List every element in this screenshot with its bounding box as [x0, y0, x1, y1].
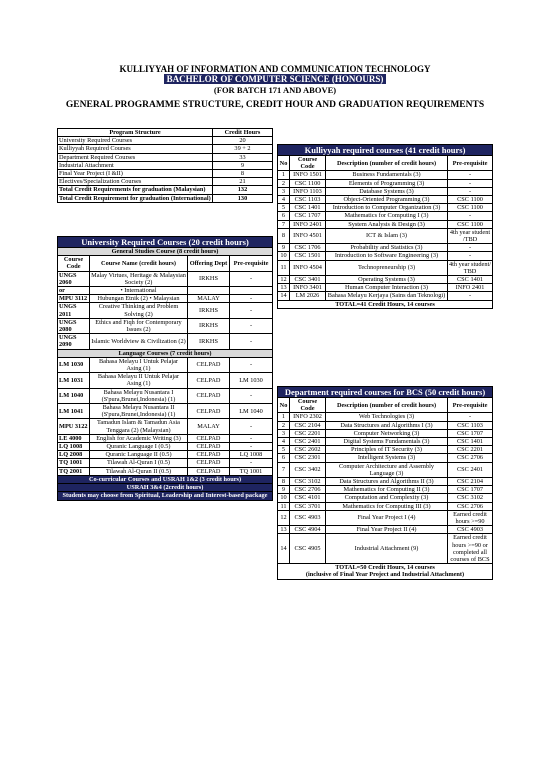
prerequisite-cell: - — [448, 212, 493, 220]
row-number-cell: 5 — [278, 446, 290, 454]
header-description: Description (number of credit hours) — [326, 398, 448, 413]
table-row — [278, 244, 493, 252]
table-row — [58, 434, 273, 442]
course-name-cell: • International — [90, 287, 188, 295]
table-row — [278, 171, 493, 179]
kulliyyah-courses-table — [277, 144, 493, 309]
table-row — [278, 494, 493, 502]
prerequisite-cell: LM 1040 — [230, 404, 273, 419]
cell: Department Required Courses — [58, 153, 213, 161]
table-row — [58, 303, 273, 318]
row-number-cell: 8 — [278, 478, 290, 486]
header-prerequisite: Pre-requisite — [448, 156, 493, 171]
header-program-structure: Program Structure — [58, 129, 213, 137]
header-course-code: Course Code — [290, 398, 326, 413]
university-courses-table — [57, 236, 273, 501]
doc-title-structure: GENERAL PROGRAMME STRUCTURE, CREDIT HOUR AND GRADUATION REQUIREMENTS — [65, 100, 485, 110]
prerequisite-cell: CSC 1401 — [448, 276, 493, 284]
prerequisite-cell: CSC 1707 — [448, 486, 493, 494]
prerequisite-cell: - — [230, 388, 273, 403]
course-name-cell: Bahasa Melayu Nusantara I (S'pura,Brunei,Indonesia) (1) — [90, 388, 188, 403]
table-row — [58, 287, 273, 295]
description-cell: Object-Oriented Programming (3) — [326, 196, 448, 204]
program-structure-table — [57, 128, 273, 203]
table-row — [58, 295, 273, 303]
description-cell: Computation and Complexity (3) — [326, 494, 448, 502]
table-row — [278, 478, 493, 486]
course-name-cell: Quranic Language II (0.5) — [90, 451, 188, 459]
course-code-cell: CSC 1501 — [290, 252, 326, 260]
language-title: Language Courses (7 credit hours) — [58, 349, 273, 357]
table-row — [58, 459, 273, 467]
prerequisite-cell: - — [448, 244, 493, 252]
prerequisite-cell: CSC 1401 — [448, 438, 493, 446]
prerequisite-cell: LQ 1008 — [230, 451, 273, 459]
course-code-cell: UNGS 2080 — [58, 318, 90, 333]
row-number-cell: 2 — [278, 421, 290, 429]
prerequisite-cell: - — [230, 443, 273, 451]
department-total — [278, 564, 493, 579]
course-name-cell: Bahasa Melayu II Untuk Pelajar Asing (1) — [90, 373, 188, 388]
cell: 8 — [213, 170, 273, 178]
table-row — [278, 220, 493, 228]
course-code-cell: CSC 3102 — [290, 478, 326, 486]
table-row — [278, 187, 493, 195]
header-description: Description (number of credit hours) — [326, 156, 448, 171]
course-code-cell: LM 2026 — [290, 292, 326, 300]
prerequisite-cell: TQ 1001 — [230, 467, 273, 475]
description-cell: Elements of Programming (3) — [326, 179, 448, 187]
table-row — [58, 443, 273, 451]
table-row — [278, 276, 493, 284]
prerequisite-cell: - — [230, 419, 273, 434]
course-code-cell: INFO 3401 — [290, 284, 326, 292]
course-code-cell: TQ 2001 — [58, 467, 90, 475]
course-name-cell: Tilawah Al-Quran I (0.5) — [90, 459, 188, 467]
row-number-cell: 11 — [278, 260, 290, 275]
course-code-cell: CSC 3402 — [290, 462, 326, 477]
row-number-cell: 14 — [278, 534, 290, 564]
course-code-cell: CSC 1401 — [290, 204, 326, 212]
department-courses-table — [277, 386, 493, 580]
cell: University Required Courses — [58, 137, 213, 145]
course-code-cell: UNGS 2090 — [58, 334, 90, 349]
row-number-cell: 1 — [278, 171, 290, 179]
course-code-cell: CSC 2104 — [290, 421, 326, 429]
university-title: University Required Courses (20 credit hours) — [58, 237, 273, 248]
usrah-title: USRAH 3&4 (2credit hours) — [58, 484, 273, 492]
prerequisite-cell: CSC 2706 — [448, 502, 493, 510]
table-row — [278, 526, 493, 534]
cell: 21 — [213, 178, 273, 186]
prerequisite-cell: - — [448, 187, 493, 195]
prerequisite-cell: CSC 1100 — [448, 196, 493, 204]
course-name-cell: English for Academic Writing (3) — [90, 434, 188, 442]
programme-band: BACHELOR OF COMPUTER SCIENCE (HONOURS) — [164, 74, 387, 84]
description-cell: Intelligent Systems (3) — [326, 454, 448, 462]
table-row — [58, 419, 273, 434]
course-name-cell: Hubungan Etnik (2) • Malaysian — [90, 295, 188, 303]
language-rows — [58, 357, 273, 475]
course-code-cell: MPU 3112 — [58, 295, 90, 303]
table-row — [278, 486, 493, 494]
table-row — [58, 451, 273, 459]
course-name-cell: Bahasa Melayu I Untuk Pelajar Asing (1) — [90, 357, 188, 372]
table-row — [278, 204, 493, 212]
prerequisite-cell — [230, 287, 273, 295]
offering-dept-cell: IRKHS — [188, 271, 230, 286]
prerequisite-cell: 4th year student/ TBD — [449, 260, 492, 275]
description-cell: Mathematics for Computing II (3) — [326, 486, 448, 494]
department-header — [278, 398, 493, 413]
doc-title-programme — [0, 74, 550, 85]
prerequisite-cell: CSC 1103 — [448, 421, 493, 429]
prerequisite-cell: CSC 1100 — [448, 220, 493, 228]
table-row — [278, 212, 493, 220]
offering-dept-cell: CELPAD — [188, 404, 230, 419]
cell: 20 — [213, 137, 273, 145]
course-code-cell: CSC 4903 — [290, 510, 326, 525]
course-name-cell: Malay Virtues, Heritage & Malaysian Society (2) — [91, 271, 186, 286]
description-cell: Data Structures and Algorithms I (3) — [326, 421, 448, 429]
description-cell: Computer Architecture and Assembly Language (3) — [326, 462, 448, 477]
offering-dept-cell: IRKHS — [188, 303, 230, 318]
prerequisite-cell: CSC 4903 — [448, 526, 493, 534]
cell: Electives/Specialization Courses — [58, 178, 213, 186]
table-row — [58, 137, 273, 145]
total-malaysian-label: Total Credit Requirements for graduation (Malaysian) — [58, 186, 213, 194]
course-code-cell: INFO 1103 — [290, 187, 326, 195]
table-row — [58, 357, 273, 372]
row-number-cell: 9 — [278, 244, 290, 252]
course-code-cell: CSC 4904 — [290, 526, 326, 534]
course-code-cell: CSC 4101 — [290, 494, 326, 502]
table-row — [278, 429, 493, 437]
table-row — [278, 446, 493, 454]
course-code-cell: or — [58, 287, 90, 295]
table-row — [58, 178, 273, 186]
table-row — [58, 153, 273, 161]
cell: 33 — [213, 153, 273, 161]
row-number-cell: 12 — [278, 510, 290, 525]
prerequisite-cell: CSC 2401 — [448, 462, 493, 477]
kulliyyah-header — [278, 156, 493, 171]
prerequisite-cell: - — [448, 252, 493, 260]
row-number-cell: 14 — [278, 292, 290, 300]
cell: Industrial Attachment — [58, 161, 213, 169]
offering-dept-cell: CELPAD — [188, 459, 230, 467]
table-row — [58, 161, 273, 169]
cell: 9 — [213, 161, 273, 169]
course-code-cell: CSC 1100 — [290, 179, 326, 187]
prerequisite-cell: INFO 2401 — [448, 284, 493, 292]
general-studies-rows — [58, 271, 273, 349]
prerequisite-cell: - — [230, 318, 273, 333]
description-cell: Introduction to Computer Organization (3) — [326, 204, 448, 212]
description-cell: Technopreneurship (3) — [326, 260, 448, 275]
prerequisite-cell: CSC 2706 — [448, 454, 493, 462]
prerequisite-cell: - — [448, 413, 493, 421]
prerequisite-cell: - — [230, 271, 273, 286]
description-cell: Mathematics for Computing III (3) — [326, 502, 448, 510]
course-code-cell: CSC 2201 — [290, 429, 326, 437]
course-code-cell: UNGS 2060 — [58, 271, 90, 286]
table-row — [278, 252, 493, 260]
description-cell: Probability and Statistics (3) — [326, 244, 448, 252]
header-prerequisite: Pre-requisite — [448, 398, 493, 413]
description-cell: Computer Networking (3) — [326, 429, 448, 437]
prerequisite-cell: LM 1030 — [230, 373, 273, 388]
total-malaysian-value: 132 — [213, 186, 273, 194]
table-row — [278, 462, 493, 477]
course-code-cell: CSC 1706 — [290, 244, 326, 252]
row-number-cell: 12 — [278, 276, 290, 284]
course-name-cell: Quranic Language I (0.5) — [90, 443, 188, 451]
prerequisite-cell: CSC 2104 — [448, 478, 493, 486]
table-row — [58, 373, 273, 388]
offering-dept-cell: IRKHS — [188, 334, 230, 349]
table-row — [58, 271, 273, 286]
row-number-cell: 8 — [278, 228, 290, 243]
offering-dept-cell: MALAY — [188, 295, 230, 303]
row-number-cell: 6 — [278, 212, 290, 220]
description-cell: Database Systems (3) — [326, 187, 448, 195]
general-studies-title: General Studies Course (8 credit hours) — [58, 248, 273, 256]
offering-dept-cell: CELPAD — [188, 388, 230, 403]
header-prerequisite: Pre-requisite — [230, 256, 273, 271]
offering-dept-cell: CELPAD — [188, 434, 230, 442]
row-number-cell: 13 — [278, 284, 290, 292]
course-code-cell: MPU 3122 — [58, 419, 90, 434]
row-number-cell: 5 — [278, 204, 290, 212]
offering-dept-cell: CELPAD — [188, 451, 230, 459]
offering-dept-cell: CELPAD — [188, 357, 230, 372]
table-row — [278, 260, 493, 275]
row-number-cell: 3 — [278, 429, 290, 437]
header-credit-hours: Credit Hours — [213, 129, 273, 137]
course-code-cell: CSC 1707 — [290, 212, 326, 220]
offering-dept-cell: CELPAD — [188, 373, 230, 388]
cell: Final Year Project (I &II) — [58, 170, 213, 178]
kulliyyah-rows — [278, 171, 493, 300]
prerequisite-cell: - — [230, 334, 273, 349]
description-cell: Mathematics for Computing I (3) — [326, 212, 448, 220]
total-row — [58, 194, 273, 202]
prerequisite-cell: - — [230, 295, 273, 303]
total-international-label: Total Credit Requirement for graduation (International) — [59, 194, 211, 202]
course-code-cell: CSC 3401 — [290, 276, 326, 284]
description-cell: Principles of IT Security (3) — [326, 446, 448, 454]
course-code-cell: TQ 1001 — [58, 459, 90, 467]
cell: Kulliyyah Required Courses — [58, 145, 213, 153]
course-code-cell: UNGS 2011 — [58, 303, 90, 318]
description-cell: ICT & Islam (3) — [326, 228, 448, 243]
table-row — [278, 284, 493, 292]
description-cell: Operating Systems (3) — [326, 276, 448, 284]
total-international-value: 130 — [213, 194, 273, 202]
department-total-note: (inclusive of Final Year Project and Industrial Attachment) — [305, 571, 465, 579]
prerequisite-cell: 4th year student /TBD — [448, 228, 493, 243]
course-code-cell: LM 1030 — [58, 357, 90, 372]
table-row — [278, 196, 493, 204]
table-row — [278, 179, 493, 187]
course-code-cell: LM 1040 — [58, 388, 90, 403]
department-rows — [278, 413, 493, 564]
course-code-cell: LM 1031 — [58, 373, 90, 388]
table-row — [58, 404, 273, 419]
doc-title-batch: (FOR BATCH 171 AND ABOVE) — [213, 85, 337, 95]
course-name-cell: Tilawah Al-Quran II (0.5) — [90, 467, 188, 475]
row-number-cell: 6 — [278, 454, 290, 462]
course-code-cell: INFO 4504 — [290, 260, 326, 275]
table-row — [278, 228, 493, 243]
course-code-cell: INFO 2302 — [290, 413, 326, 421]
course-code-cell: LM 1041 — [58, 404, 90, 419]
table-row — [58, 467, 273, 475]
kulliyyah-title: Kulliyyah required courses (41 credit hours) — [278, 145, 493, 156]
row-number-cell: 13 — [278, 526, 290, 534]
row-number-cell: 3 — [278, 187, 290, 195]
offering-dept-cell: CELPAD — [188, 443, 230, 451]
department-title: Department required courses for BCS (50 credit hours) — [278, 387, 493, 398]
description-cell: Final Year Project I (4) — [326, 510, 448, 525]
table-row — [278, 438, 493, 446]
table-row — [58, 145, 273, 153]
prerequisite-cell: - — [230, 303, 273, 318]
description-cell: Human Computer Interaction (3) — [326, 284, 448, 292]
table-row — [278, 454, 493, 462]
table-row — [58, 318, 273, 333]
prerequisite-cell: CSC 2201 — [448, 446, 493, 454]
course-code-cell: CSC 2602 — [290, 446, 326, 454]
course-code-cell: INFO 2401 — [290, 220, 326, 228]
course-code-cell: CSC 3701 — [290, 502, 326, 510]
prerequisite-cell: Earned credit hours >=90 — [448, 510, 493, 525]
prerequisite-cell: - — [230, 434, 273, 442]
table-row — [278, 413, 493, 421]
table-row — [278, 292, 493, 300]
course-code-cell: CSC 1103 — [290, 196, 326, 204]
description-cell: System Analysis & Design (3) — [326, 220, 448, 228]
header-course-name: Course Name (credit hours) — [90, 256, 188, 271]
table-row — [58, 388, 273, 403]
row-number-cell: 10 — [278, 252, 290, 260]
header-course-code: Course Code — [58, 256, 90, 271]
university-header — [58, 256, 273, 271]
prerequisite-cell: - — [448, 292, 493, 300]
header-offering-dept: Offering Dept — [188, 256, 230, 271]
course-code-cell: CSC 2401 — [290, 438, 326, 446]
row-number-cell: 10 — [278, 494, 290, 502]
table-row — [278, 502, 493, 510]
course-code-cell: CSC 4905 — [290, 534, 326, 564]
course-name-cell: Bahasa Melayu Nusantara II (S'pura,Brunei,Indonesia) (1) — [90, 404, 188, 419]
row-number-cell: 4 — [278, 438, 290, 446]
doc-title-kulliyyah: KULLIYYAH OF INFORMATION AND COMMUNICATION TECHNOLOGY — [119, 64, 431, 74]
description-cell: Introduction to Software Engineering (3) — [326, 252, 448, 260]
table-row — [278, 510, 493, 525]
prerequisite-cell: - — [230, 357, 273, 372]
header-no: No — [278, 156, 290, 171]
table-row — [278, 534, 493, 564]
description-cell: Digital Systems Fundamentals (3) — [326, 438, 448, 446]
prerequisite-cell: CSC 1707 — [448, 429, 493, 437]
department-total-text: TOTAL=50 Credit Hours, 14 courses — [335, 564, 435, 572]
course-code-cell: LQ 1008 — [58, 443, 90, 451]
row-number-cell: 4 — [278, 196, 290, 204]
offering-dept-cell: CELPAD — [188, 467, 230, 475]
course-code-cell: LE 4000 — [58, 434, 90, 442]
table-row — [58, 170, 273, 178]
row-number-cell: 2 — [278, 179, 290, 187]
description-cell: Data Structures and Algorithms II (3) — [326, 478, 448, 486]
prerequisite-cell: Earned credit hours >=90 or completed all courses of BCS — [448, 534, 493, 564]
prerequisite-cell: - — [448, 171, 493, 179]
row-number-cell: 9 — [278, 486, 290, 494]
row-number-cell: 7 — [278, 462, 290, 477]
course-code-cell: INFO 4501 — [290, 228, 326, 243]
prerequisite-cell: CSC 3102 — [448, 494, 493, 502]
total-row — [58, 186, 273, 194]
course-name-cell: Creative Thinking and Problem Solving (2) — [90, 303, 188, 318]
course-name-cell: Ethics and Fiqh for Contemporary Issues (2) — [90, 318, 188, 333]
offering-dept-cell — [188, 287, 230, 295]
offering-dept-cell: IRKHS — [188, 318, 230, 333]
table-row — [58, 334, 273, 349]
program-structure-header — [58, 129, 273, 137]
prerequisite-cell: - — [448, 179, 493, 187]
table-row — [278, 421, 493, 429]
course-name-cell: Tamadun Islam & Tamadun Asia Tenggara (2) (Malaysian) — [90, 419, 188, 434]
course-code-cell: LQ 2008 — [58, 451, 90, 459]
cell: 39 + 2 — [213, 145, 273, 153]
description-cell: Web Technologies (3) — [326, 413, 448, 421]
course-code-cell: CSC 2706 — [290, 486, 326, 494]
package-note: Students may choose from Spiritual, Leadership and Interest-based package — [58, 492, 273, 500]
row-number-cell: 7 — [278, 220, 290, 228]
cocurricular-title: Co-curricular Courses and USRAH 1&2 (3 credit hours) — [58, 475, 273, 483]
row-number-cell: 1 — [278, 413, 290, 421]
offering-dept-cell: MALAY — [188, 419, 230, 434]
header-no: No — [278, 398, 290, 413]
prerequisite-cell: - — [230, 459, 273, 467]
description-cell: Bahasa Melayu Kerjaya (Sains dan Teknologi) — [326, 292, 448, 300]
course-code-cell: INFO 1501 — [290, 171, 326, 179]
description-cell: Final Year Project II (4) — [326, 526, 448, 534]
prerequisite-cell: CSC 1100 — [448, 204, 493, 212]
description-cell: Industrial Attachment (9) — [326, 534, 448, 564]
kulliyyah-total: TOTAL=41 Credit Hours, 14 courses — [278, 300, 493, 308]
header-course-code: Course Code — [290, 156, 326, 171]
course-name-cell: Islamic Worldview & Civilization (2) — [90, 334, 188, 349]
course-code-cell: CSC 2301 — [290, 454, 326, 462]
description-cell: Business Fundamentals (3) — [326, 171, 448, 179]
row-number-cell: 11 — [278, 502, 290, 510]
